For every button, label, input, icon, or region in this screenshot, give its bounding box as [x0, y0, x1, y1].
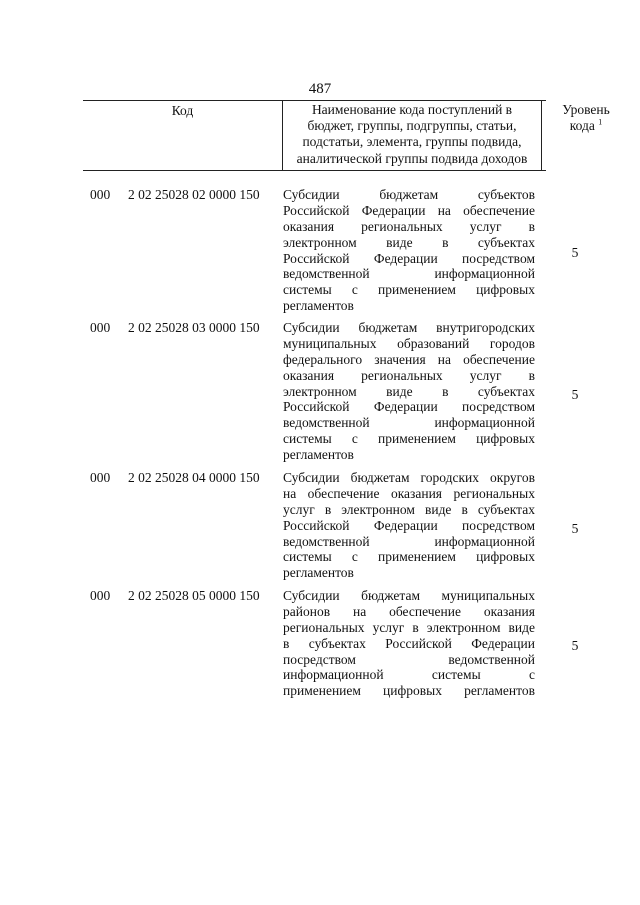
table-row: [0, 187, 640, 314]
row-name-line: Субсидии бюджетам внутригородских: [283, 320, 535, 335]
row-name-line: Субсидии бюджетам муниципальных: [283, 588, 535, 603]
table-header: [83, 100, 610, 171]
header-name-line: бюджет, группы, подгруппы, статьи,: [307, 118, 517, 134]
row-name-line: оказания региональных услуг в: [283, 367, 535, 383]
row-name-line: электронном виде в субъектах: [283, 234, 535, 250]
row-name-line: посредством ведомственной: [283, 651, 535, 667]
row-name-line: услуг в электронном виде в субъектах: [283, 501, 535, 517]
table-row: [0, 588, 640, 699]
header-level-line: Уровень: [562, 102, 610, 117]
header-level-line2: кода $^1$: [569, 117, 603, 134]
header-level: [543, 102, 629, 134]
row-name-line: Российской Федерации посредством: [283, 250, 535, 266]
header-name: [282, 101, 542, 170]
row-name-line: информационной системы с: [283, 667, 535, 683]
row-name-line: Российской Федерации посредством: [283, 517, 535, 533]
row-name-line: Субсидии бюджетам субъектов: [283, 187, 535, 202]
row-name-line: на обеспечение оказания региональных: [283, 485, 535, 501]
row-name-line: Российской Федерации на обеспечение: [283, 202, 535, 218]
row-name-line: регламентов: [283, 447, 354, 463]
row-name: [283, 187, 535, 314]
row-name-line: региональных услуг в электронном виде: [283, 619, 535, 635]
row-name-line: федерального значения на обеспечение: [283, 351, 535, 367]
row-name-line: оказания региональных услуг в: [283, 218, 535, 234]
row-code: 2 02 25028 04 0000 150: [128, 470, 260, 485]
header-code: Код: [171, 103, 194, 118]
row-name-line: в субъектах Российской Федерации: [283, 635, 535, 651]
row-name-line: системы с применением цифровых: [283, 282, 535, 298]
row-name-line: применением цифровых регламентов: [283, 683, 535, 699]
row-name-line: ведомственной информационной: [283, 266, 535, 282]
row-code: 2 02 25028 02 0000 150: [128, 187, 260, 202]
row-name-line: системы с применением цифровых: [283, 549, 535, 565]
row-prefix: 000: [90, 588, 111, 603]
row-name-line: регламентов: [283, 298, 354, 314]
row-name-line: Российской Федерации посредством: [283, 399, 535, 415]
row-name: [283, 588, 535, 699]
row-name-line: системы с применением цифровых: [283, 431, 535, 447]
footnote-marker: 1: [598, 117, 603, 127]
row-name-line: ведомственной информационной: [283, 415, 535, 431]
row-level: 5: [571, 521, 579, 536]
row-name-line: районов на обеспечение оказания: [283, 603, 535, 619]
header-name-line: подстатьи, элемента, группы подвида,: [302, 134, 522, 150]
row-name-line: Субсидии бюджетам городских округов: [283, 470, 535, 485]
row-level: 5: [571, 638, 579, 653]
row-name-line: электронном виде в субъектах: [283, 383, 535, 399]
header-name-line: аналитической группы подвида доходов: [296, 150, 528, 166]
row-code: 2 02 25028 05 0000 150: [128, 588, 260, 603]
page-number: 487: [308, 81, 332, 97]
row-code: 2 02 25028 03 0000 150: [128, 320, 260, 335]
row-name: [283, 470, 535, 581]
row-name: [283, 320, 535, 463]
row-name-line: ведомственной информационной: [283, 533, 535, 549]
table-row: [0, 470, 640, 581]
row-level: 5: [571, 387, 579, 402]
header-name-line: Наименование кода поступлений в: [311, 102, 513, 117]
row-prefix: 000: [90, 320, 111, 335]
row-name-line: муниципальных образований городов: [283, 335, 535, 351]
row-prefix: 000: [90, 470, 111, 485]
row-name-line: регламентов: [283, 565, 354, 581]
row-prefix: 000: [90, 187, 111, 202]
row-level: 5: [571, 245, 579, 260]
table-row: [0, 320, 640, 463]
